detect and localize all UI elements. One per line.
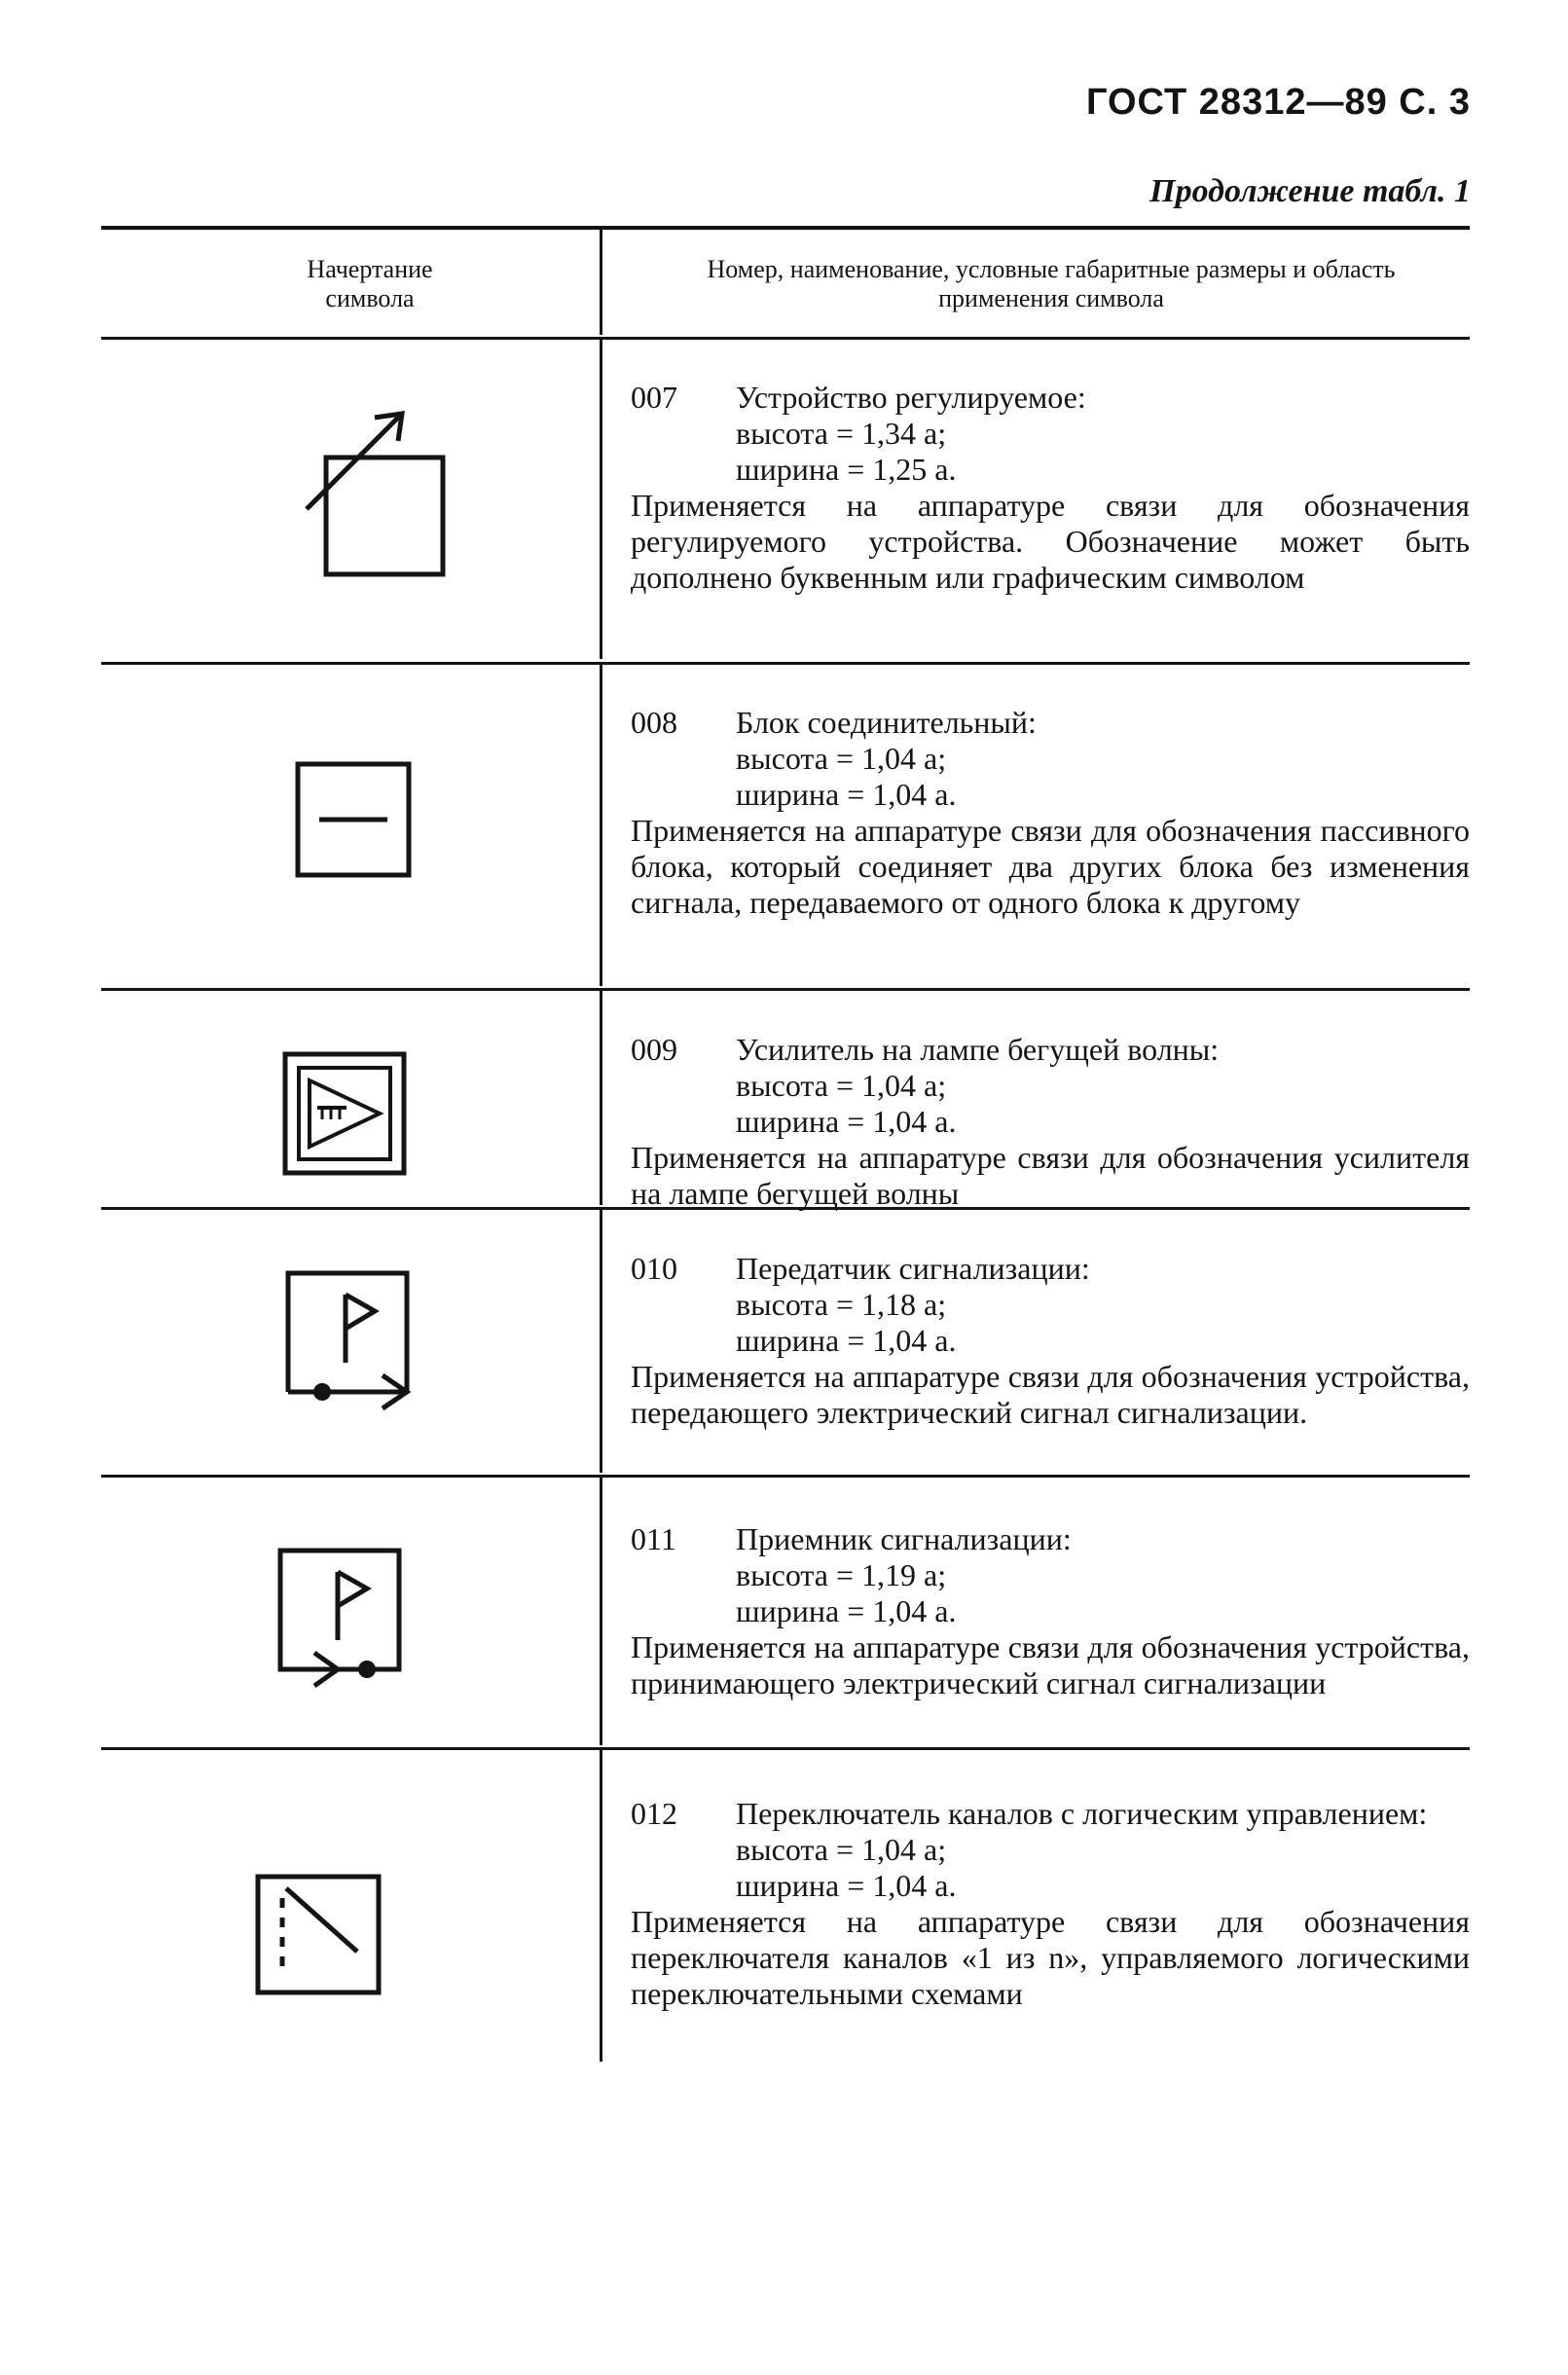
column-divider [600,340,602,659]
entry-width: ширина = 1,04 a. [736,1868,957,1903]
column-header-symbol: Начертание символа [307,255,433,312]
column-divider [600,1210,602,1473]
column-divider [600,991,602,1205]
entry-height: высота = 1,19 a; [736,1557,947,1592]
column-divider [600,665,602,986]
entry-description: Применяется на аппаратуре связи для обозначения усилителя на лампе бегущей волны [631,1140,1470,1211]
entry-height: высота = 1,04 a; [736,1068,947,1103]
entry-height: высота = 1,18 a; [736,1287,947,1322]
column-divider [600,230,602,335]
entry-number: 008 [631,705,677,740]
page-header: ГОСТ 28312—89 С. 3 [1085,82,1471,123]
entry-number: 010 [631,1251,677,1286]
entry-number: 011 [631,1521,676,1556]
entry-height: высота = 1,04 a; [736,741,947,776]
entry-name: Усилитель на лампе бегущей волны: [736,1032,1220,1067]
signal-transmitter-icon [285,1270,412,1407]
adjustable-device-icon [307,414,453,579]
entry-009 [631,1032,1470,1212]
entry-description: Применяется на аппаратуре связи для обозначения регулируемого устройства. Обозначение может быть дополнено буквенным или графическим символом [631,488,1470,595]
entry-number: 007 [631,380,677,415]
entry-008 [631,705,1470,921]
entry-height: высота = 1,34 a; [736,416,947,451]
row-rule [101,1747,1470,1750]
entry-description: Применяется на аппаратуре связи для обозначения переключателя каналов «1 из n», управляемого логическими переключательными схемами [631,1904,1470,2011]
table-caption: Продолжение табл. 1 [1149,173,1471,209]
entry-width: ширина = 1,04 a. [736,1104,957,1139]
column-header-description: Номер, наименование, условные габаритные размеры и область применения символа [707,255,1396,312]
entry-number: 009 [631,1032,677,1067]
row-rule [101,1475,1470,1478]
connecting-block-icon [295,761,412,878]
entry-width: ширина = 1,04 a. [736,777,957,812]
entry-010 [631,1251,1470,1431]
entry-width: ширина = 1,04 a. [736,1323,957,1358]
entry-name: Блок соединительный: [736,705,1037,740]
entry-name: Приемник сигнализации: [736,1521,1072,1556]
entry-description: Применяется на аппаратуре связи для обозначения устройства, передающего электрический сигнал сигнализации. [631,1359,1470,1430]
entry-name: Переключатель каналов с логическим управлением: [736,1796,1428,1831]
entry-width: ширина = 1,25 a. [736,452,957,487]
entry-name: Устройство регулируемое: [736,380,1086,415]
row-rule [101,662,1470,665]
entry-number: 012 [631,1796,677,1831]
entry-name: Передатчик сигнализации: [736,1251,1090,1286]
entry-height: высота = 1,04 a; [736,1832,947,1867]
column-divider [600,1750,602,2062]
logic-channel-switch-icon [255,1874,382,1995]
entry-description: Применяется на аппаратуре связи для обозначения устройства, принимающего электрический сигнал сигнализации [631,1629,1470,1700]
entry-012 [631,1796,1470,2012]
entry-description: Применяется на аппаратуре связи для обозначения пассивного блока, который соединяет два других блока без изменения сигнала, передаваемого от одного блока к другому [631,813,1470,920]
entry-007 [631,380,1470,596]
column-divider [600,1478,602,1745]
header-bottom-rule [101,337,1470,340]
twt-amplifier-icon [282,1051,407,1176]
row-rule [101,988,1470,991]
entry-011 [631,1521,1470,1701]
table-top-rule [101,226,1470,230]
signal-receiver-icon [277,1548,404,1684]
entry-width: ширина = 1,04 a. [736,1593,957,1628]
